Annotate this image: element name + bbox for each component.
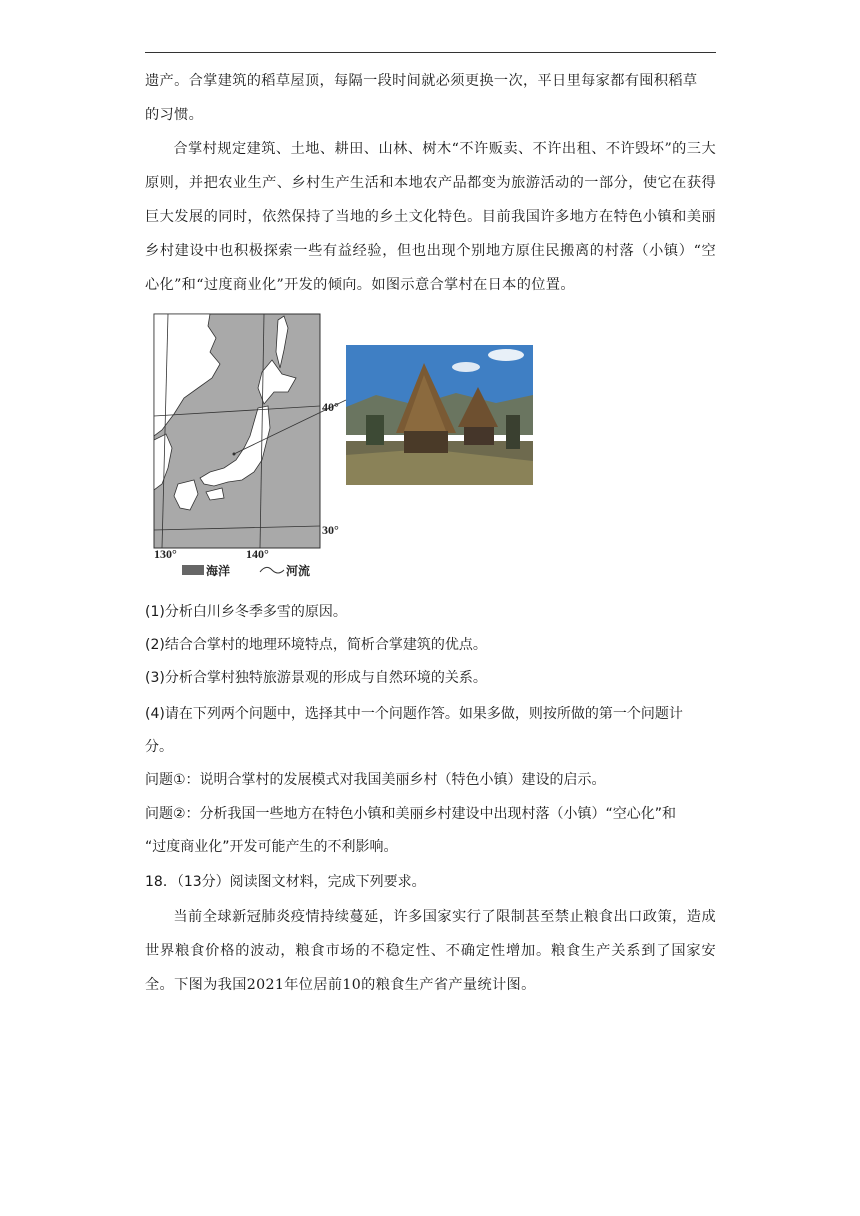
paragraph-1-line-1: 遗产。合掌建筑的稻草屋顶，每隔一段时间就必须更换一次，平日里每家都有囤积稻草 — [145, 73, 698, 89]
question-4-option-2-line-2: “过度商业化”开发可能产生的不利影响。 — [145, 839, 398, 855]
label-lat-30: 30° — [322, 523, 339, 537]
question-4-line-2: 分。 — [145, 739, 173, 755]
legend-ocean-label: 海洋 — [206, 564, 231, 578]
question-4-line-1: (4)请在下列两个问题中，选择其中一个问题作答。如果多做，则按所做的第一个问题计 — [145, 706, 683, 722]
legend-river-icon — [260, 567, 284, 573]
label-lon-130: 130° — [154, 547, 177, 561]
label-lon-140: 140° — [246, 547, 269, 561]
gassho-houses-photo — [346, 345, 533, 485]
question-4-option-2-line-1: 问题②：分析我国一些地方在特色小镇和美丽乡村建设中出现村落（小镇）“空心化”和 — [145, 806, 677, 822]
question-3: (3)分析合掌村独特旅游景观的形成与自然环境的关系。 — [145, 670, 487, 686]
question-1: (1)分析白川乡冬季多雪的原因。 — [145, 604, 347, 620]
question-18-body: 当前全球新冠肺炎疫情持续蔓延，许多国家实行了限制甚至禁止粮食出口政策，造成世界粮食价格的波动，粮食市场的不稳定性、不确定性增加。粮食生产关系到了国家安全。下图为我国2021年位居前10的粮食生产省产量统计图。 — [145, 909, 716, 993]
question-4-option-1: 问题①：说明合掌村的发展模式对我国美丽乡村（特色小镇）建设的启示。 — [145, 772, 606, 788]
legend-river-label: 河流 — [286, 564, 311, 578]
paragraph-1-line-2: 的习惯。 — [145, 107, 204, 123]
question-18-header: 18．（13分）阅读图文材料，完成下列要求。 — [145, 874, 426, 890]
paragraph-1 — [145, 64, 716, 132]
label-lat-40: 40° — [322, 400, 339, 414]
question-2: (2)结合合掌村的地理环境特点，简析合掌建筑的优点。 — [145, 637, 487, 653]
header-rule — [145, 52, 716, 53]
paragraph-2: 合掌村规定建筑、土地、耕田、山林、树木“不许贩卖、不许出租、不许毁坏”的三大原则，并把农业生产、乡村生产生活和本地农产品都变为旅游活动的一部分，使它在获得巨大发展的同时，依然保持了当地的乡土文化特色。目前我国许多地方在特色小镇和美丽乡村建设中也积极探索一些有益经验，但也出现个别地方原住民搬离的村落（小镇）“空心化”和“过度商业化”开发的倾向。如图示意合掌村在日本的位置。 — [145, 141, 716, 293]
legend-ocean-swatch — [182, 565, 204, 575]
